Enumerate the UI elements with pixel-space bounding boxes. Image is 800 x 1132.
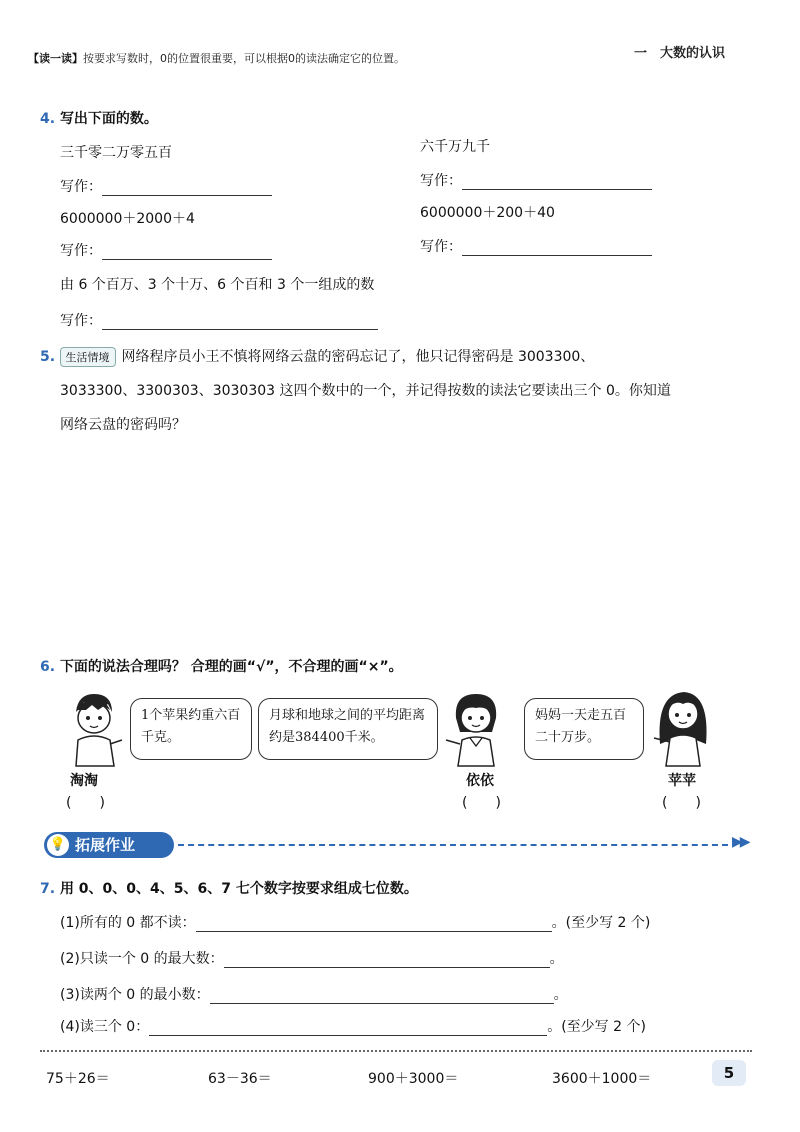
tip-tag: 【读一读】 — [28, 52, 83, 65]
q7-heading — [40, 878, 418, 898]
banner-dashed-line — [178, 844, 728, 846]
footer-divider — [40, 1050, 752, 1052]
answer-blank[interactable] — [210, 989, 554, 1004]
q7-item-label: (3)读两个 0 的最小数： — [60, 987, 210, 1003]
q6-title: 下面的说法合理吗？ 合理的画“√”，不合理的画“×”。 — [59, 659, 403, 675]
q4-item1-answer — [60, 176, 272, 196]
q7-item-label: (1)所有的 0 都不读： — [60, 915, 196, 931]
footer-exercise-4: 3600＋1000＝ — [552, 1071, 652, 1087]
unit-title: 一 大数的认识 — [634, 46, 726, 61]
reading-tip — [28, 50, 405, 66]
write-label: 写作： — [420, 239, 462, 255]
q5-number: 5. — [40, 349, 56, 365]
q4-item5-prompt: 由 6 个百万、3 个十万、6 个百和 3 个一组成的数 — [60, 277, 375, 293]
context-tag: 生活情境 — [60, 347, 116, 367]
answer-paren-2[interactable]: ( ) — [462, 795, 501, 811]
q4-item2-prompt: 六千万九千 — [420, 139, 490, 155]
answer-blank[interactable] — [149, 1021, 547, 1036]
footer-exercise-1: 75＋26＝ — [46, 1071, 110, 1087]
answer-paren-3[interactable]: ( ) — [662, 795, 701, 811]
character-name-2: 依依 — [466, 773, 494, 789]
answer-blank[interactable] — [102, 245, 272, 260]
write-label: 写作： — [60, 243, 102, 259]
tip-text: 按要求写数时，0的位置很重要，可以根据0的读法确定它的位置。 — [83, 52, 405, 65]
q5-text-1: 网络程序员小王不慎将网络云盘的密码忘记了，他只记得密码是 3003300、 — [121, 349, 595, 365]
character-name-1: 淘淘 — [70, 773, 98, 789]
q7-item4 — [60, 1016, 646, 1036]
double-arrow-icon: ▶▶ — [732, 834, 748, 850]
q4-number: 4. — [40, 111, 56, 127]
write-label: 写作： — [60, 313, 102, 329]
q7-number: 7. — [40, 881, 56, 897]
write-label: 写作： — [420, 173, 462, 189]
statement-bubble-2: 月球和地球之间的平均距离约是384400千米。 — [258, 698, 438, 760]
q7-item1 — [60, 912, 650, 932]
answer-blank[interactable] — [102, 181, 272, 196]
q4-item3-answer — [60, 240, 272, 260]
q4-item5-answer — [60, 310, 378, 330]
q7-item-suffix: 。 — [549, 951, 564, 967]
q4-item4-answer — [420, 236, 652, 256]
q5-text-3: 网络云盘的密码吗？ — [60, 417, 186, 433]
q6-number: 6. — [40, 659, 56, 675]
q7-item-suffix: 。(至少写 2 个) — [551, 915, 651, 931]
q7-item-suffix: 。 — [553, 987, 568, 1003]
q5-text-2: 3033300、3300303、3030303 这四个数中的一个，并记得按数的读法它要读出三个 0。你知道 — [60, 383, 671, 399]
answer-blank[interactable] — [102, 315, 378, 330]
answer-blank[interactable] — [196, 917, 552, 932]
answer-paren-1[interactable]: ( ) — [66, 795, 105, 811]
footer-exercise-2: 63－36＝ — [208, 1071, 272, 1087]
footer-exercise-3: 900＋3000＝ — [368, 1071, 459, 1087]
character-name-3: 苹苹 — [668, 773, 696, 789]
statement-bubble-3: 妈妈一天走五百二十万步。 — [524, 698, 644, 760]
q6-heading — [40, 656, 403, 676]
q5-answer-area[interactable] — [60, 440, 750, 630]
q4-item4-prompt: 6000000＋200＋40 — [420, 205, 555, 221]
girl-character-icon — [444, 688, 508, 768]
q7-item-label: (2)只读一个 0 的最大数： — [60, 951, 224, 967]
q7-title: 用 0、0、0、4、5、6、7 七个数字按要求组成七位数。 — [59, 881, 418, 897]
page-number: 5 — [712, 1060, 746, 1086]
q5-line1 — [40, 346, 760, 367]
girl-longhair-character-icon — [650, 684, 716, 768]
answer-blank[interactable] — [462, 175, 652, 190]
write-label: 写作： — [60, 179, 102, 195]
extension-label: 拓展作业 — [75, 836, 136, 854]
boy-character-icon — [62, 690, 124, 768]
q7-item-suffix: 。(至少写 2 个) — [547, 1019, 646, 1035]
extension-banner — [44, 832, 174, 858]
q7-item-label: (4)读三个 0： — [60, 1019, 150, 1035]
q7-item3 — [60, 984, 568, 1004]
q4-heading — [40, 108, 158, 128]
q4-item3-prompt: 6000000＋2000＋4 — [60, 211, 195, 227]
q4-title: 写出下面的数。 — [59, 111, 158, 127]
q4-item2-answer — [420, 170, 652, 190]
answer-blank[interactable] — [224, 953, 550, 968]
q4-item1-prompt: 三千零二万零五百 — [60, 145, 172, 161]
lightbulb-icon: 💡 — [47, 834, 69, 856]
answer-blank[interactable] — [462, 241, 652, 256]
statement-bubble-1: 1个苹果约重六百千克。 — [130, 698, 252, 760]
q7-item2 — [60, 948, 564, 968]
